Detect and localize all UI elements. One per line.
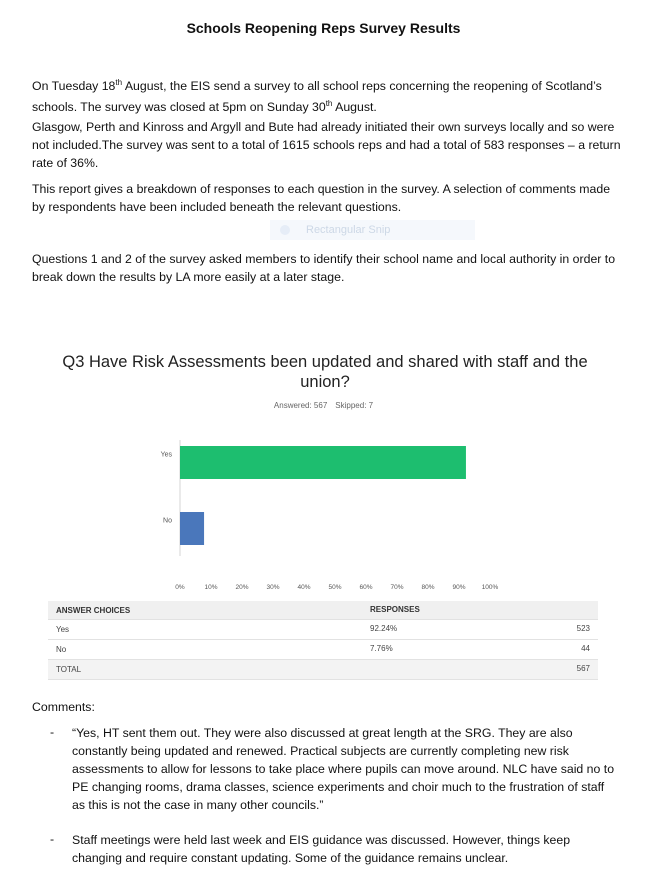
intro-paragraph-4: Questions 1 and 2 of the survey asked members to identify their school name and local authority in order to break down the results by LA more easily at a later stage. [32,252,616,284]
row-choice: Yes [56,625,70,634]
total-label: TOTAL [56,665,82,674]
bullet-marker: - [50,832,55,846]
chart-response-stats [0,401,647,410]
comments-heading: Comments: [32,700,95,714]
row-count: 44 [581,644,590,653]
row-percent: 92.24% [370,624,398,633]
x-tick-label: 30% [266,584,280,590]
row-percent: 7.76% [370,644,393,653]
row-count: 523 [576,624,590,633]
x-tick-label: 90% [452,584,466,590]
document-title: Schools Reopening Reps Survey Results [186,20,461,36]
total-count: 567 [576,664,590,673]
x-tick-label: 40% [297,584,311,590]
table-total-row [48,660,598,680]
snip-overlay-label: Rectangular Snip [306,224,391,236]
intro-paragraph-3: This report gives a breakdown of responses to each question in the survey. A selection of comments made by respondents have been included beneath the relevant questions. [32,182,611,214]
chart-title: Q3 Have Risk Assessments been updated and shared with staff and the union? [62,353,588,391]
skipped-count: Skipped: 7 [335,401,374,410]
comment-item: “Yes, HT sent them out. They were also discussed at great length at the SRG. They are also constantly being updated and renewed. Practical subjects are currently completing new risk assessments to allow for lessons to take place where pupils can move around. NLC have said no to PE changing rooms, drama classes, science experiments and choir much to the frustration of staff as this is not the case in many other councils.” [72,726,615,812]
table-row [48,620,598,640]
x-tick-label: 10% [204,584,218,590]
intro-paragraph-1: On Tuesday 18th August, the EIS send a survey to all school reps concerning the reopening of Scotland’s schools. The survey was closed at 5pm on Sunday 30th August. [32,78,602,115]
header-answer-choices: ANSWER CHOICES [56,606,131,615]
bar-yes [180,446,466,479]
bar-no [180,512,204,545]
x-tick-label: 0% [175,584,185,590]
x-tick-label: 50% [328,584,342,590]
bar-chart [0,430,647,590]
snip-dot-icon [280,225,290,235]
snip-overlay [270,220,475,240]
x-tick-label: 20% [235,584,249,590]
bullet-marker: - [50,725,55,739]
x-tick-label: 80% [421,584,435,590]
table-header [48,601,598,620]
table-row [48,640,598,660]
answered-count: Answered: 567 [273,401,328,410]
x-tick-label: 60% [359,584,373,590]
category-label-yes: Yes [160,451,172,459]
x-tick-label: 100% [481,584,499,590]
header-responses: RESPONSES [370,605,420,614]
comment-item: Staff meetings were held last week and EIS guidance was discussed. However, things keep changing and require constant updating. Some of the guidance remains unclear. [72,833,571,865]
x-tick-label: 70% [390,584,404,590]
category-label-no: No [163,517,172,525]
response-table [48,601,598,680]
row-choice: No [56,645,67,654]
intro-paragraph-2: Glasgow, Perth and Kinross and Argyll and Bute had already initiated their own surveys locally and so were not included.The survey was sent to a total of 1615 schools reps and had a total of 583 responses – a return rate of 36%. [32,120,621,170]
